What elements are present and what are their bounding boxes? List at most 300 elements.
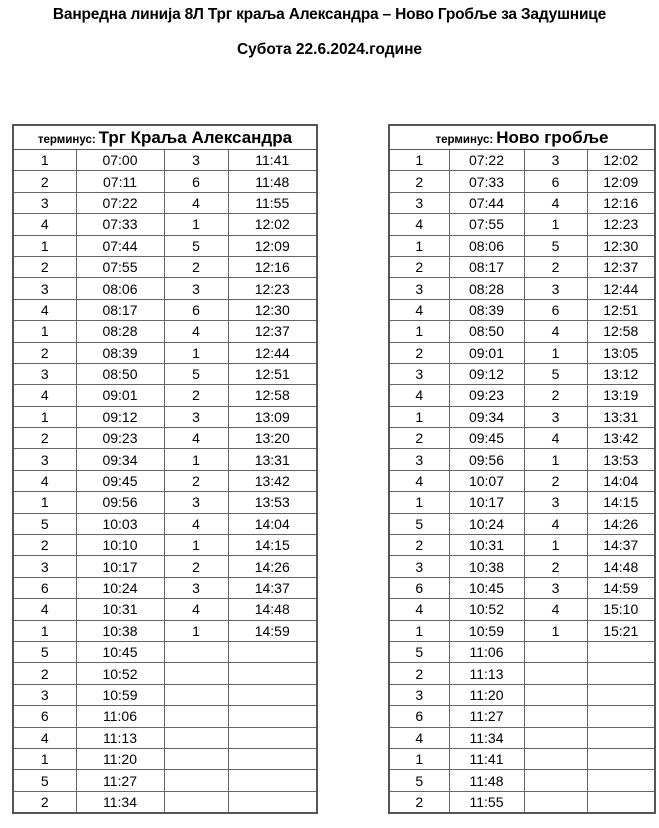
- bus-number-cell: 1: [389, 235, 449, 256]
- bus-number-cell: 2: [389, 256, 449, 277]
- table-row: [13, 449, 317, 470]
- time-cell: 12:09: [228, 235, 317, 256]
- table-row: [389, 256, 655, 277]
- bus-number-cell: 2: [389, 171, 449, 192]
- time-cell: 12:37: [228, 321, 317, 342]
- bus-number-cell: 4: [524, 192, 587, 213]
- bus-number-cell: 6: [13, 577, 76, 598]
- empty-cell: [228, 770, 317, 791]
- time-cell: 13:20: [228, 428, 317, 449]
- timetable-body: [389, 150, 655, 814]
- bus-number-cell: 1: [524, 214, 587, 235]
- bus-number-cell: 4: [389, 385, 449, 406]
- bus-number-cell: 4: [164, 192, 228, 213]
- time-cell: 11:20: [449, 684, 524, 705]
- bus-number-cell: 4: [389, 299, 449, 320]
- table-row: [389, 684, 655, 705]
- table-row: [13, 706, 317, 727]
- bus-number-cell: 2: [389, 342, 449, 363]
- time-cell: 12:51: [587, 299, 655, 320]
- time-cell: 14:26: [228, 556, 317, 577]
- time-cell: 13:53: [228, 492, 317, 513]
- time-cell: 10:24: [76, 577, 164, 598]
- time-cell: 10:17: [449, 492, 524, 513]
- time-cell: 07:55: [76, 256, 164, 277]
- time-cell: 12:16: [228, 256, 317, 277]
- bus-number-cell: 2: [389, 791, 449, 813]
- time-cell: 11:48: [449, 770, 524, 791]
- bus-number-cell: 1: [164, 620, 228, 641]
- bus-number-cell: 4: [164, 513, 228, 534]
- time-cell: 10:03: [76, 513, 164, 534]
- time-cell: 12:51: [228, 363, 317, 384]
- time-cell: 12:02: [228, 214, 317, 235]
- terminus-label: терминус:: [37, 133, 96, 146]
- empty-cell: [524, 748, 587, 769]
- bus-number-cell: 6: [524, 299, 587, 320]
- time-cell: 09:12: [76, 406, 164, 427]
- bus-number-cell: 2: [13, 791, 76, 813]
- timetable-body: [13, 150, 317, 814]
- table-row: [13, 363, 317, 384]
- time-cell: 13:42: [587, 428, 655, 449]
- table-row: [389, 299, 655, 320]
- table-row: [389, 449, 655, 470]
- bus-number-cell: 1: [524, 342, 587, 363]
- bus-number-cell: 1: [389, 620, 449, 641]
- time-cell: 12:23: [228, 278, 317, 299]
- bus-number-cell: 4: [389, 727, 449, 748]
- bus-number-cell: 3: [13, 192, 76, 213]
- time-cell: 10:45: [76, 641, 164, 662]
- bus-number-cell: 1: [524, 620, 587, 641]
- bus-number-cell: 3: [164, 150, 228, 171]
- bus-number-cell: 3: [524, 150, 587, 171]
- time-cell: 13:53: [587, 449, 655, 470]
- time-cell: 10:52: [76, 663, 164, 684]
- table-row: [389, 235, 655, 256]
- table-row: [389, 214, 655, 235]
- table-row: [13, 513, 317, 534]
- terminus-header: [389, 125, 655, 150]
- time-cell: 12:58: [587, 321, 655, 342]
- empty-cell: [587, 706, 655, 727]
- table-row: [389, 492, 655, 513]
- terminus-name: Ново гробље: [496, 127, 609, 147]
- bus-number-cell: 2: [13, 663, 76, 684]
- table-row: [13, 256, 317, 277]
- table-row: [389, 641, 655, 662]
- empty-cell: [524, 791, 587, 813]
- bus-number-cell: 2: [524, 256, 587, 277]
- time-cell: 08:50: [449, 321, 524, 342]
- table-row: [13, 641, 317, 662]
- table-row: [389, 363, 655, 384]
- time-cell: 10:17: [76, 556, 164, 577]
- time-cell: 14:15: [587, 492, 655, 513]
- bus-number-cell: 3: [13, 363, 76, 384]
- bus-number-cell: 5: [389, 641, 449, 662]
- time-cell: 11:41: [228, 150, 317, 171]
- empty-cell: [587, 684, 655, 705]
- time-cell: 08:28: [76, 321, 164, 342]
- time-cell: 14:48: [587, 556, 655, 577]
- bus-number-cell: 4: [13, 727, 76, 748]
- bus-number-cell: 1: [13, 150, 76, 171]
- table-row: [389, 513, 655, 534]
- time-cell: 14:48: [228, 599, 317, 620]
- bus-number-cell: 3: [524, 492, 587, 513]
- time-cell: 12:44: [228, 342, 317, 363]
- bus-number-cell: 3: [524, 278, 587, 299]
- time-cell: 08:39: [76, 342, 164, 363]
- bus-number-cell: 4: [389, 470, 449, 491]
- bus-number-cell: 1: [13, 492, 76, 513]
- table-row: [389, 150, 655, 171]
- time-cell: 14:59: [228, 620, 317, 641]
- table-row: [13, 342, 317, 363]
- table-row: [13, 470, 317, 491]
- time-cell: 11:20: [76, 748, 164, 769]
- table-row: [13, 150, 317, 171]
- time-cell: 09:56: [449, 449, 524, 470]
- time-cell: 09:23: [449, 385, 524, 406]
- time-cell: 11:27: [76, 770, 164, 791]
- bus-number-cell: 4: [524, 321, 587, 342]
- table-row: [13, 406, 317, 427]
- bus-number-cell: 4: [389, 599, 449, 620]
- empty-cell: [524, 706, 587, 727]
- time-cell: 07:11: [76, 171, 164, 192]
- table-row: [13, 385, 317, 406]
- bus-number-cell: 3: [13, 449, 76, 470]
- table-row: [13, 535, 317, 556]
- bus-number-cell: 5: [524, 235, 587, 256]
- bus-number-cell: 5: [524, 363, 587, 384]
- empty-cell: [524, 663, 587, 684]
- time-cell: 13:09: [228, 406, 317, 427]
- time-cell: 07:33: [76, 214, 164, 235]
- time-cell: 11:06: [449, 641, 524, 662]
- bus-number-cell: 3: [164, 492, 228, 513]
- table-row: [13, 321, 317, 342]
- bus-number-cell: 1: [13, 406, 76, 427]
- time-cell: 14:37: [228, 577, 317, 598]
- time-cell: 13:12: [587, 363, 655, 384]
- bus-number-cell: 1: [13, 235, 76, 256]
- table-row: [13, 727, 317, 748]
- bus-number-cell: 2: [164, 256, 228, 277]
- time-cell: 13:19: [587, 385, 655, 406]
- empty-cell: [228, 684, 317, 705]
- timetable-novo-groblje: [388, 124, 656, 814]
- time-cell: 10:38: [449, 556, 524, 577]
- bus-number-cell: 1: [13, 748, 76, 769]
- bus-number-cell: 4: [13, 214, 76, 235]
- time-cell: 12:16: [587, 192, 655, 213]
- time-cell: 09:23: [76, 428, 164, 449]
- empty-cell: [164, 727, 228, 748]
- bus-number-cell: 6: [164, 171, 228, 192]
- time-cell: 14:04: [587, 470, 655, 491]
- bus-number-cell: 2: [13, 256, 76, 277]
- empty-cell: [587, 663, 655, 684]
- bus-number-cell: 3: [164, 278, 228, 299]
- bus-number-cell: 6: [524, 171, 587, 192]
- time-cell: 11:13: [449, 663, 524, 684]
- empty-cell: [228, 663, 317, 684]
- time-cell: 15:21: [587, 620, 655, 641]
- empty-cell: [164, 706, 228, 727]
- empty-cell: [164, 663, 228, 684]
- bus-number-cell: 3: [389, 449, 449, 470]
- bus-number-cell: 4: [13, 599, 76, 620]
- time-cell: 10:45: [449, 577, 524, 598]
- empty-cell: [524, 641, 587, 662]
- table-row: [389, 171, 655, 192]
- bus-number-cell: 3: [524, 406, 587, 427]
- bus-number-cell: 3: [389, 363, 449, 384]
- bus-number-cell: 5: [389, 770, 449, 791]
- time-cell: 10:59: [449, 620, 524, 641]
- page-subtitle: Субота 22.6.2024.године: [236, 41, 423, 58]
- table-row: [13, 599, 317, 620]
- bus-number-cell: 1: [164, 449, 228, 470]
- time-cell: 10:31: [76, 599, 164, 620]
- table-row: [13, 171, 317, 192]
- bus-number-cell: 2: [389, 535, 449, 556]
- time-cell: 11:13: [76, 727, 164, 748]
- time-cell: 13:42: [228, 470, 317, 491]
- empty-cell: [587, 727, 655, 748]
- time-cell: 09:01: [449, 342, 524, 363]
- empty-cell: [164, 641, 228, 662]
- time-cell: 10:10: [76, 535, 164, 556]
- bus-number-cell: 1: [164, 214, 228, 235]
- bus-number-cell: 2: [524, 385, 587, 406]
- time-cell: 11:06: [76, 706, 164, 727]
- time-cell: 07:44: [449, 192, 524, 213]
- bus-number-cell: 3: [389, 278, 449, 299]
- bus-number-cell: 2: [524, 470, 587, 491]
- time-cell: 12:58: [228, 385, 317, 406]
- time-cell: 10:24: [449, 513, 524, 534]
- time-cell: 09:56: [76, 492, 164, 513]
- bus-number-cell: 4: [389, 214, 449, 235]
- bus-number-cell: 2: [164, 556, 228, 577]
- time-cell: 11:55: [228, 192, 317, 213]
- empty-cell: [524, 684, 587, 705]
- bus-number-cell: 2: [13, 171, 76, 192]
- time-cell: 09:45: [76, 470, 164, 491]
- time-cell: 10:07: [449, 470, 524, 491]
- time-cell: 11:48: [228, 171, 317, 192]
- bus-number-cell: 3: [13, 684, 76, 705]
- time-cell: 07:00: [76, 150, 164, 171]
- time-cell: 12:44: [587, 278, 655, 299]
- time-cell: 11:55: [449, 791, 524, 813]
- time-cell: 09:34: [76, 449, 164, 470]
- bus-number-cell: 3: [164, 577, 228, 598]
- time-cell: 14:59: [587, 577, 655, 598]
- time-cell: 10:38: [76, 620, 164, 641]
- table-row: [13, 748, 317, 769]
- table-row: [13, 684, 317, 705]
- table-row: [389, 620, 655, 641]
- bus-number-cell: 1: [389, 406, 449, 427]
- time-cell: 10:31: [449, 535, 524, 556]
- time-cell: 13:31: [587, 406, 655, 427]
- table-row: [389, 385, 655, 406]
- bus-number-cell: 3: [389, 684, 449, 705]
- time-cell: 10:59: [76, 684, 164, 705]
- terminus-header-row: [389, 125, 655, 150]
- empty-cell: [524, 770, 587, 791]
- time-cell: 08:28: [449, 278, 524, 299]
- bus-number-cell: 5: [164, 235, 228, 256]
- bus-number-cell: 4: [13, 385, 76, 406]
- time-cell: 14:26: [587, 513, 655, 534]
- bus-number-cell: 2: [389, 663, 449, 684]
- table-row: [389, 470, 655, 491]
- bus-number-cell: 1: [524, 449, 587, 470]
- bus-number-cell: 1: [389, 748, 449, 769]
- time-cell: 11:41: [449, 748, 524, 769]
- time-cell: 09:12: [449, 363, 524, 384]
- bus-number-cell: 6: [389, 706, 449, 727]
- table-row: [389, 770, 655, 791]
- bus-number-cell: 3: [13, 556, 76, 577]
- bus-number-cell: 4: [164, 599, 228, 620]
- time-cell: 12:09: [587, 171, 655, 192]
- empty-cell: [228, 727, 317, 748]
- table-row: [389, 706, 655, 727]
- empty-cell: [228, 706, 317, 727]
- time-cell: 09:01: [76, 385, 164, 406]
- bus-number-cell: 4: [524, 599, 587, 620]
- empty-cell: [587, 770, 655, 791]
- table-row: [13, 556, 317, 577]
- table-row: [13, 663, 317, 684]
- time-cell: 08:06: [449, 235, 524, 256]
- table-row: [13, 192, 317, 213]
- bus-number-cell: 1: [164, 342, 228, 363]
- table-row: [13, 278, 317, 299]
- table-row: [389, 321, 655, 342]
- table-row: [389, 663, 655, 684]
- bus-number-cell: 5: [13, 513, 76, 534]
- time-cell: 08:50: [76, 363, 164, 384]
- bus-number-cell: 1: [13, 321, 76, 342]
- terminus-header-row: [13, 125, 317, 150]
- terminus-header: [13, 125, 317, 150]
- bus-number-cell: 4: [13, 470, 76, 491]
- bus-number-cell: 1: [389, 492, 449, 513]
- time-cell: 14:37: [587, 535, 655, 556]
- bus-number-cell: 2: [389, 428, 449, 449]
- table-row: [389, 342, 655, 363]
- time-cell: 10:52: [449, 599, 524, 620]
- table-row: [13, 791, 317, 813]
- bus-number-cell: 2: [524, 556, 587, 577]
- table-row: [13, 235, 317, 256]
- bus-number-cell: 1: [389, 150, 449, 171]
- timetable-trg-kralja-aleksandra: [12, 124, 318, 814]
- bus-number-cell: 3: [389, 192, 449, 213]
- table-row: [389, 556, 655, 577]
- bus-number-cell: 6: [13, 706, 76, 727]
- table-row: [13, 299, 317, 320]
- time-cell: 13:31: [228, 449, 317, 470]
- empty-cell: [587, 641, 655, 662]
- empty-cell: [228, 748, 317, 769]
- table-row: [389, 748, 655, 769]
- time-cell: 07:44: [76, 235, 164, 256]
- bus-number-cell: 5: [13, 641, 76, 662]
- bus-number-cell: 2: [13, 342, 76, 363]
- table-row: [389, 192, 655, 213]
- empty-cell: [228, 641, 317, 662]
- table-row: [389, 535, 655, 556]
- time-cell: 07:22: [449, 150, 524, 171]
- table-row: [13, 770, 317, 791]
- time-cell: 12:30: [587, 235, 655, 256]
- time-cell: 12:23: [587, 214, 655, 235]
- table-row: [13, 577, 317, 598]
- bus-number-cell: 4: [164, 321, 228, 342]
- time-cell: 09:34: [449, 406, 524, 427]
- time-cell: 12:02: [587, 150, 655, 171]
- empty-cell: [164, 684, 228, 705]
- bus-number-cell: 4: [13, 299, 76, 320]
- time-cell: 08:06: [76, 278, 164, 299]
- time-cell: 07:33: [449, 171, 524, 192]
- bus-number-cell: 1: [389, 321, 449, 342]
- time-cell: 12:30: [228, 299, 317, 320]
- bus-number-cell: 1: [164, 535, 228, 556]
- table-row: [13, 492, 317, 513]
- terminus-name: Трг Краља Александра: [98, 127, 293, 147]
- empty-cell: [164, 791, 228, 813]
- empty-cell: [587, 791, 655, 813]
- time-cell: 08:17: [449, 256, 524, 277]
- table-row: [389, 577, 655, 598]
- bus-number-cell: 2: [164, 385, 228, 406]
- empty-cell: [164, 748, 228, 769]
- bus-number-cell: 1: [524, 535, 587, 556]
- table-row: [389, 278, 655, 299]
- table-row: [389, 727, 655, 748]
- table-row: [13, 620, 317, 641]
- bus-number-cell: 6: [164, 299, 228, 320]
- time-cell: 08:17: [76, 299, 164, 320]
- empty-cell: [228, 791, 317, 813]
- bus-number-cell: 3: [13, 278, 76, 299]
- timetables-container: [12, 124, 656, 814]
- bus-number-cell: 4: [164, 428, 228, 449]
- table-row: [389, 791, 655, 813]
- time-cell: 13:05: [587, 342, 655, 363]
- time-cell: 11:34: [449, 727, 524, 748]
- time-cell: 14:15: [228, 535, 317, 556]
- bus-number-cell: 1: [13, 620, 76, 641]
- empty-cell: [587, 748, 655, 769]
- bus-number-cell: 2: [13, 428, 76, 449]
- bus-number-cell: 3: [389, 556, 449, 577]
- bus-number-cell: 2: [164, 470, 228, 491]
- bus-number-cell: 5: [389, 513, 449, 534]
- bus-number-cell: 5: [164, 363, 228, 384]
